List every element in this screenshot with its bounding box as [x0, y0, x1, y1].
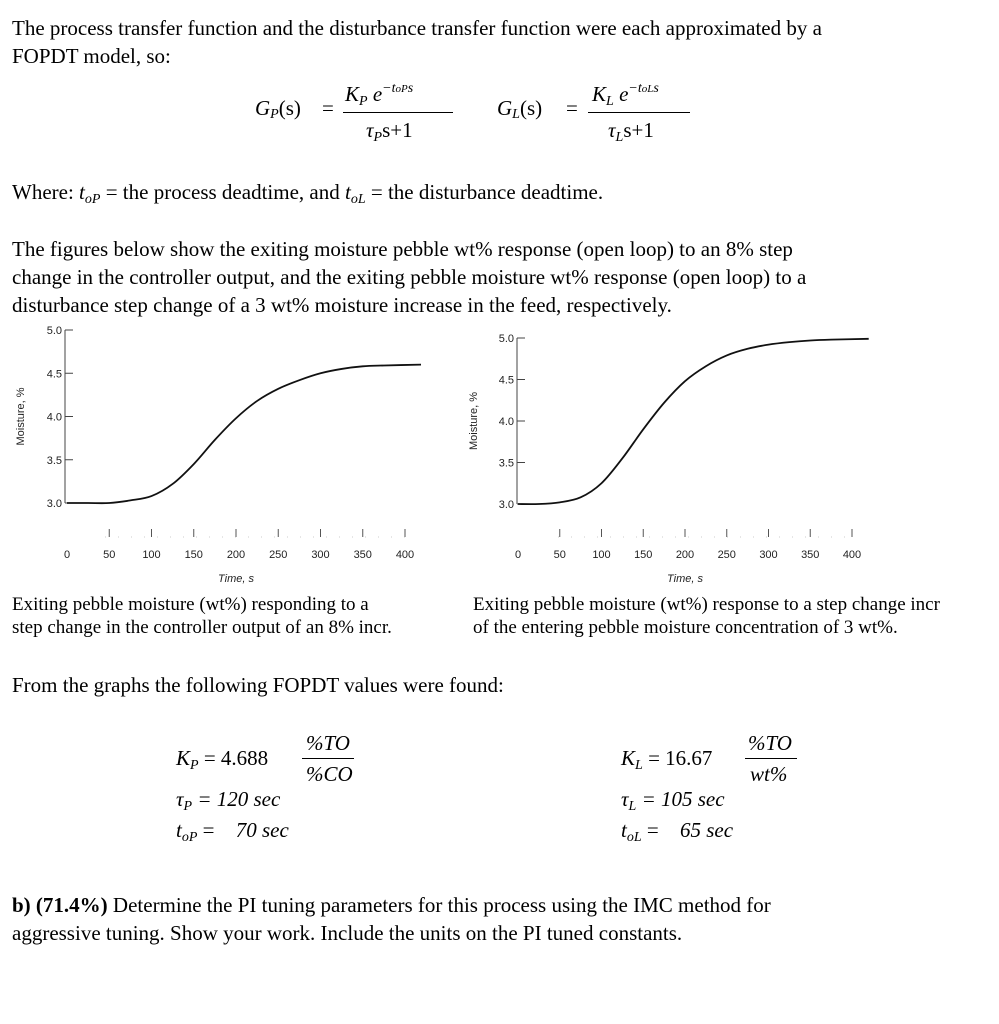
taul-value: τL = 105 sec [621, 787, 725, 814]
y-tick-label: 5.0 [46, 325, 62, 337]
x-tick-label: 150 [184, 549, 203, 561]
question-paragraph: b) (71.4%) Determine the PI tuning parameters for this process using the IMC method for aggressive tuning. Show your work. Include the units on the PI tuned constants. [12, 893, 771, 945]
gl-fraction-bar [588, 112, 690, 113]
x-tick-label: 50 [103, 549, 116, 561]
series-curve [67, 365, 421, 504]
x-tick-label: 150 [634, 549, 653, 561]
x-tick-label: 100 [142, 549, 161, 561]
gp-numerator: KP $e^{-toPs}$ [345, 81, 414, 109]
x-tick-label: 0 [63, 549, 71, 561]
kl-unit-den: wt% [750, 762, 788, 786]
y-tick-label: 3.5 [498, 457, 514, 470]
x-tick-label: 250 [717, 549, 736, 561]
y-tick-label: 4.0 [46, 411, 62, 424]
right-caption: Exiting pebble moisture (wt%) response to a step change incr of the entering pebble moisture concentration of 3 wt%. [473, 594, 940, 638]
disturbance-response-chart [455, 320, 915, 592]
y-axis-label: Moisture, % [468, 391, 480, 451]
y-tick-label: 3.0 [46, 498, 62, 510]
x-axis-label: Time, s [667, 573, 703, 585]
intro-line-2: FOPDT model, so: [12, 44, 171, 68]
kp-unit-den: %CO [306, 762, 353, 786]
kl-unit-bar [745, 758, 797, 759]
x-tick-label: 0 [514, 549, 522, 561]
process-response-chart [0, 320, 460, 592]
gl-numerator: KL $e^{-toLs}$ [592, 81, 659, 109]
x-axis-label: Time, s [218, 573, 254, 585]
tol-value: toL = 65 sec [621, 818, 734, 845]
x-tick-label: 200 [226, 549, 246, 561]
x-tick-label: 200 [675, 549, 695, 561]
kp-unit-num: %TO [306, 731, 350, 755]
gl-lhs: GL(s) [497, 96, 543, 122]
gl-equals: = [566, 96, 578, 120]
x-tick-label: 350 [353, 549, 372, 561]
found-line: From the graphs the following FOPDT values were found: [12, 673, 504, 697]
kl-unit-num: %TO [748, 731, 792, 755]
kp-unit-bar [302, 758, 354, 759]
x-tick-label: 250 [269, 549, 288, 561]
where-line: Where: toP = the process deadtime, and toL = the disturbance deadtime. [12, 180, 604, 207]
gl-denominator: τLs+1 [608, 118, 654, 145]
kp-value: KP = 4.688 [176, 746, 269, 773]
x-tick-label: 100 [592, 549, 611, 561]
y-axis-label: Moisture, % [15, 387, 27, 446]
gp-equals: = [322, 96, 334, 120]
y-tick-label: 3.5 [46, 454, 62, 467]
y-tick-label: 4.5 [498, 374, 514, 387]
x-tick-label: 350 [801, 549, 820, 561]
taup-value: τP = 120 sec [176, 787, 281, 814]
y-tick-label: 5.0 [498, 333, 514, 345]
x-tick-label: 50 [553, 549, 566, 561]
intro-line-1: The process transfer function and the disturbance transfer function were each approximated by a [12, 16, 822, 40]
y-tick-label: 3.0 [498, 499, 514, 511]
y-tick-label: 4.0 [498, 416, 514, 428]
x-tick-label: 300 [311, 549, 330, 561]
series-curve [518, 339, 869, 504]
figure-description: The figures below show the exiting moisture pebble wt% response (open loop) to an 8% step change in the controller output, and the exiting pebble moisture wt% response (open loop) to a disturbance step change of a 3 wt% moisture increase in the feed, respectively. [12, 237, 807, 317]
gp-denominator: τPs+1 [366, 118, 413, 145]
x-tick-label: 400 [395, 549, 415, 561]
top-value: toP = 70 sec [176, 818, 289, 845]
x-tick-label: 300 [759, 549, 778, 561]
intro-paragraph [12, 14, 822, 70]
gp-fraction-bar [343, 112, 453, 113]
y-tick-label: 4.5 [46, 368, 62, 381]
x-tick-label: 400 [842, 549, 862, 561]
question-label: b) (71.4%) [12, 893, 108, 917]
kl-value: KL = 16.67 [621, 746, 713, 773]
left-caption: Exiting pebble moisture (wt%) responding to a step change in the controller output of an 8% incr. [12, 594, 392, 638]
gp-lhs: GP(s) [255, 96, 301, 122]
